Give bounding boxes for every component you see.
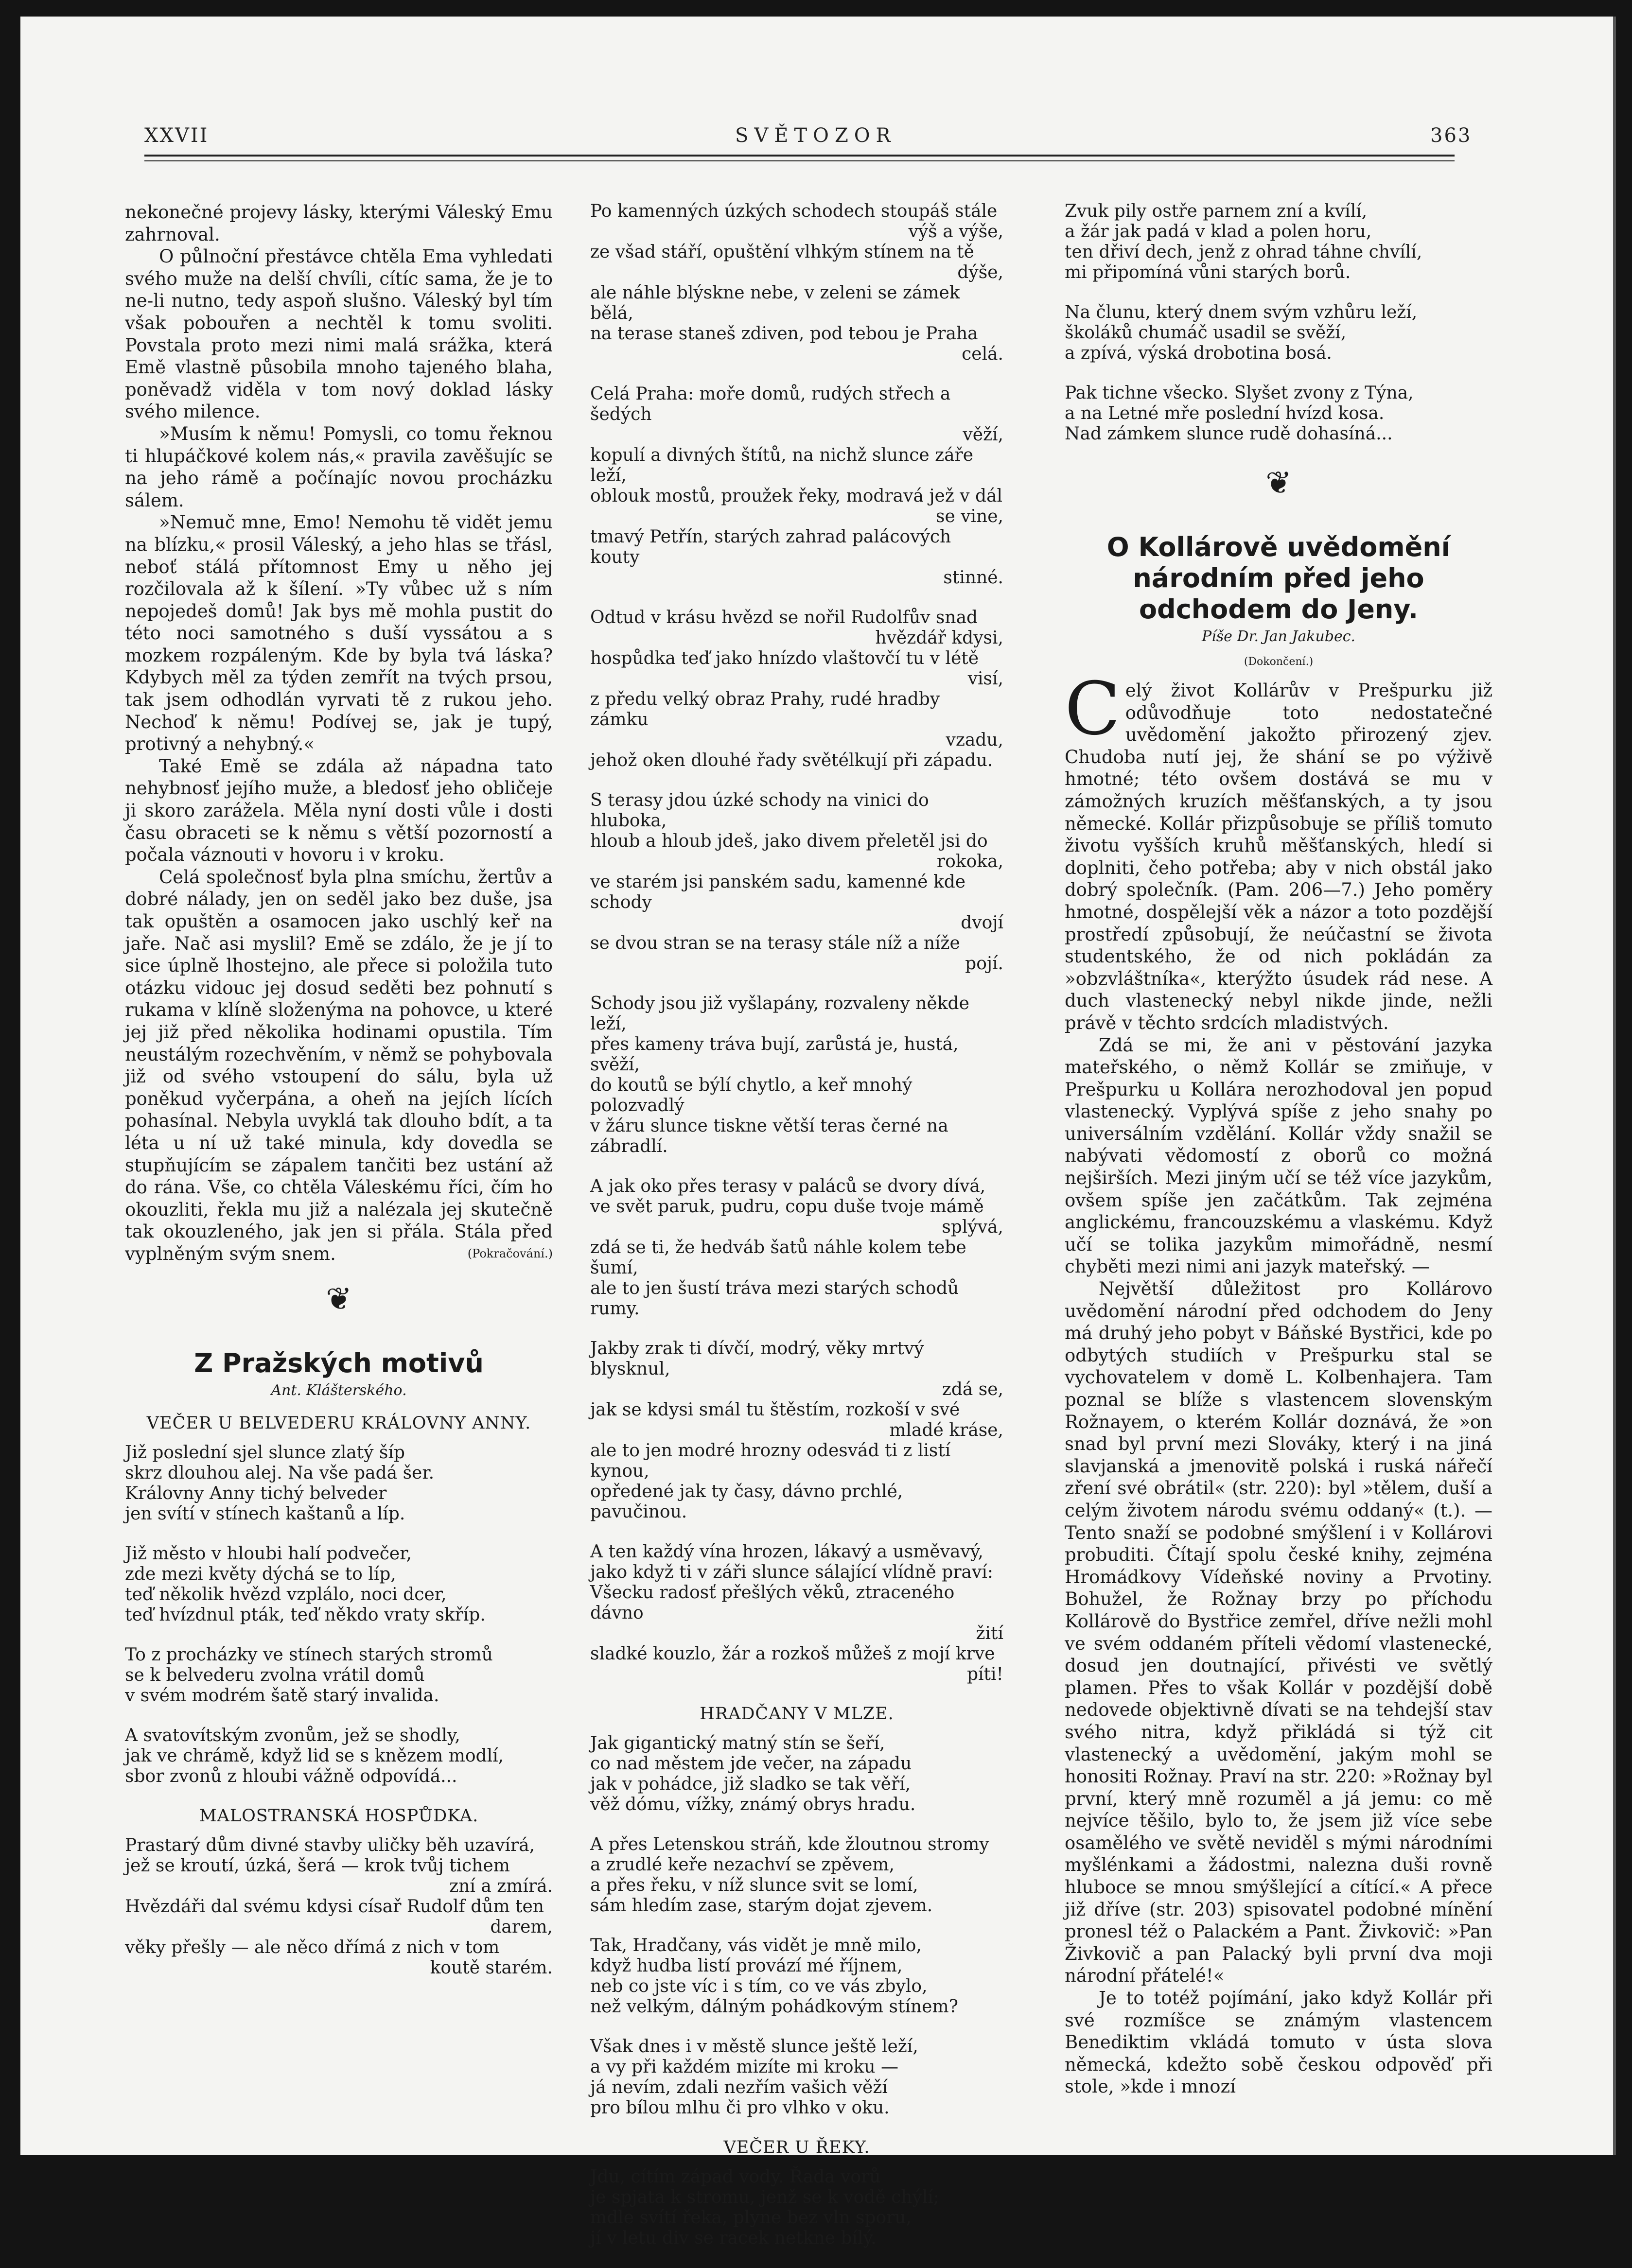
stanza xyxy=(590,2167,1003,2249)
verse-line: na terase staneš zdiven, pod tebou je Praha xyxy=(590,324,978,344)
verse-line: jehož oken dlouhé řady světélkují při západu. xyxy=(590,750,993,770)
concluded-note: (Dokončení.) xyxy=(1244,656,1314,668)
verse-line: skrz dlouhou alej. Na vše padá šer. xyxy=(125,1463,435,1483)
header-title: SVĚTOZOR xyxy=(735,124,896,147)
verse-line: ten dřiví dech, jenž z ohrad táhne chvílí, xyxy=(1065,242,1422,262)
stanza xyxy=(590,1936,1003,2017)
verse-line: To z procházky ve stínech starých stromů xyxy=(125,1644,493,1665)
paragraph: nekonečné projevy lásky, kterými Váleský Emu zahrnoval. xyxy=(125,202,553,245)
stanza xyxy=(125,1443,553,1524)
verse-line: co nad městem jde večer, na západu xyxy=(590,1754,912,1774)
verse-line-wrap: píti! xyxy=(966,1664,1003,1684)
verse-line: Tak, Hradčany, vás vidět je mně milo, xyxy=(590,1936,922,1955)
verse-line-wrap: koutě starém. xyxy=(430,1957,553,1978)
verse-line: Všecku radosť přešlých věků, ztraceného dávno xyxy=(590,1583,955,1623)
leaf-ornament-icon: ❦ xyxy=(1265,465,1292,501)
stanza xyxy=(125,1726,553,1787)
verse-line-wrap: žití xyxy=(976,1623,1003,1643)
paragraph: Je to totéž pojímání, jako když Kollár při své rozmíšce se známým vlastencem Benediktim vkládá tomuto v ústa slova německá, kdežto sobě českou odpověď při stole, »kde i mnozí xyxy=(1065,1988,1492,2097)
verse-line: Pak tichne všecko. Slyšet zvony z Týna, xyxy=(1065,383,1414,403)
header-rule xyxy=(144,155,1455,157)
verse-line: Na člunu, který dnem svým vzhůru leží, xyxy=(1065,302,1418,322)
verse-line-wrap: mladé kráse, xyxy=(889,1420,1003,1440)
verse-line: Jak gigantický matný stín se šeří, xyxy=(590,1733,885,1753)
verse-line: a vy při každém mizíte mi kroku — xyxy=(590,2057,898,2077)
poem-title: VEČER U BELVEDERU KRÁLOVNY ANNY. xyxy=(146,1413,531,1433)
verse-line: a na Letné mře poslední hvízd kosa. xyxy=(1065,403,1385,423)
verse-line: jí v letu div se racek netkne bílý. xyxy=(590,2228,877,2248)
verse-line: jak se kdysi smál tu štěstím, rozkoší v své xyxy=(590,1400,960,1420)
verse-line: ve starém jsi panském sadu, kamenné kde schody xyxy=(590,872,966,912)
verse-line: zde mezi květy dýchá se to líp, xyxy=(125,1564,396,1584)
drop-cap: C xyxy=(1065,667,1121,751)
verse-line: jako když ti v záři slunce sálající vlídně praví: xyxy=(590,1562,993,1582)
verse-line: v svém modrém šatě starý invalida. xyxy=(125,1685,439,1706)
verse-line: A svatovítským zvonům, jež se shodly, xyxy=(125,1725,460,1745)
verse-line: ze všad stáří, opuštění vlhkým stínem na tě xyxy=(590,242,974,262)
verse-line: Zvuk pily ostře parnem zní a kvílí, xyxy=(1065,201,1368,221)
verse-line-wrap: pojí. xyxy=(965,954,1003,974)
verse-line: do koutů se býlí chytlo, a keř mnohý polozvadlý xyxy=(590,1075,913,1116)
verse-line: Schody jsou již vyšlapány, rozvaleny někde leží, xyxy=(590,994,969,1034)
verse-line: teď hvízdnul pták, teď někdo vraty skříp. xyxy=(125,1605,486,1625)
stanza xyxy=(590,1176,1003,1319)
verse-line: jak ve chrámě, když lid se s knězem modlí, xyxy=(125,1745,504,1766)
verse-line: ale náhle blýskne nebe, v zeleni se zámek bělá, xyxy=(590,283,960,323)
verse-line: jen svítí v stínech kaštanů a líp. xyxy=(125,1503,405,1524)
verse-line: Hvězdáři dal svému kdysi císař Rudolf dům ten xyxy=(125,1896,544,1917)
article-author: Píše Dr. Jan Jakubec. xyxy=(1201,628,1356,645)
verse-line: A přes Letenskou stráň, kde žloutnou stromy xyxy=(590,1834,989,1854)
verse-line: jak v pohádce, již sladko se tak věří, xyxy=(590,1774,911,1794)
verse-line: je spjata k stromu, jenž se k vodě chýlí; xyxy=(590,2187,939,2207)
newspaper-page xyxy=(20,17,1616,2248)
verse-line-wrap: darem, xyxy=(490,1917,553,1937)
verse-line-wrap: zdá se, xyxy=(942,1379,1003,1399)
stanza xyxy=(590,608,1003,771)
header-page-number: 363 xyxy=(1430,124,1472,147)
verse-line: Královny Anny tichý belveder xyxy=(125,1483,387,1503)
paragraph: Největší důležitost pro Kollárovo uvědomění národní před odchodem do Jeny má druhý jeho pobyt v Báňské Bystřici, kde po odbytých studiích v Prešpurku stal se vychovatelem v domě L. Kolbenhajera. Tam poznal se blíže s vlastencem slovenským Rožnayem, o kterém Kollár doznává, že »on snad byl první mezi Slováky, který i na jiná slavjanská a jmenovitě polská i ruská nářečí zření své obrátil« (str. 220): byl »tělem, duší a celým životem národu svému oddaný« (t.). — Tento snaží se podobné smýšlení i v Kollárovi probuditi. Čítají spolu české knihy, zejména Hromádkovy Vídeňské noviny a Prvotiny. Bohužel, že Rožnay brzy po příchodu Kollárově do Bystřice zemřel, dříve nežli mohl ve svém oddaném příteli vědomí vlastenecké, dosud jen doutnající, přivésti ve světlý plamen. Přes to však Kollár v pozdější době nedovede objektivně dívati se na tehdejší stav svého nitra, když přikládá si týž cit vlastenecký a uvědomění, jakým mohl se honositi Rožnay. Praví na str. 220: »Rožnay byl první, který mně rozuměl a já jemu: co mě nejvíce těšilo, bylo to, že jsem již více sebe osamělého ve světě neviděl s mými národními myšlénkami a žádostmi, nalezna duši rovně hluboce se mnou smýšlející a cítící.« A přece již dříve (str. 203) spisovatel podobné mínění pronesl též o Palackém a Pant. Živkovič: »Pan Živkovič a pan Palacký byli první dva moji národní přátelé!« xyxy=(1065,1278,1492,1987)
poem-title: VEČER U ŘEKY. xyxy=(723,2138,870,2157)
verse-line: Již poslední sjel slunce zlatý šíp xyxy=(125,1442,405,1463)
verse-line: ve svět paruk, pudru, copu duše tvoje mámě xyxy=(590,1197,984,1217)
stanza xyxy=(590,2037,1003,2118)
verse-line: sám hledím zase, starým dojat zjevem. xyxy=(590,1896,933,1916)
verse-line: teď několik hvězd vzplálo, noci dcer, xyxy=(125,1584,447,1605)
stanza xyxy=(125,1835,553,1978)
column-1 xyxy=(125,201,553,1998)
verse-line: kopulí a divných štítů, na nichž slunce záře leží, xyxy=(590,445,974,486)
verse-line-wrap: věží, xyxy=(963,425,1003,445)
verse-line: Celá Praha: moře domů, rudých střech a šedých xyxy=(590,384,951,424)
verse-line-wrap: stinné. xyxy=(943,568,1003,588)
paragraph xyxy=(1065,667,1492,1034)
stanza xyxy=(590,384,1003,588)
verse-line: ale to jen modré hrozny odesvád ti z listí kynou, xyxy=(590,1441,951,1481)
verse-line: A jak oko přes terasy v paláců se dvory dívá, xyxy=(590,1176,986,1196)
stanza xyxy=(125,1645,553,1706)
verse-line: Nad zámkem slunce rudě dohasíná... xyxy=(1065,424,1393,444)
paragraph xyxy=(125,866,553,1265)
stanza xyxy=(590,994,1003,1157)
stanza xyxy=(590,1733,1003,1815)
verse-line: S terasy jdou úzké schody na vinici do hluboka, xyxy=(590,790,929,831)
paragraph-text: Celá společnosť byla plna smíchu, žertův a dobré nálady, jen on seděl jako bez duše, jsa tak opuštěn a osamocen jako uschlý keř na jaře. Nač asi myslil? Emě se zdálo, že je jí to sice úplně lhostejno, ale přece si položila tuto otázku vidouc jej dosud seděti bez pohnutí s rukama v klíně složenýma na pohovce, u které jej již před několika hodinami opustila. Tím neustálým rozechvěním, v němž se pohybovala již od svého vstoupení do sálu, byla už poněkud vyčerpána, a oheň na jejích lících pohasínal. Nebyla uvyklá tak dlouho bdít, a ta léta u ní už také minula, kdy dovedla se stupňujícím se zápalem tančiti bez ustání až do rána. Vše, co chtěla Váleskému říci, čím ho okouzliti, řekla mu již a nalézala jej skutečně tak okouzleného, jak jen si přála. Stála před vyplněným svým snem. xyxy=(125,866,553,1264)
paragraph: »Nemuč mne, Emo! Nemohu tě vidět jemu na blízku,« prosil Váleský, a jeho hlas se třásl, neboť stálá přítomnost Emy u něho jej rozčilovala až k šílení. »Ty vůbec už s ním nepojedeš domů! Jak bys mě mohla pustit do této noci samotného s duší vyssátou a s mozkem rozpáleným. Kde by byla tvá láska? Kdybych měl za týden zemřít na tvých prsou, tak jsem odhodlán vyrvati tě z rukou jeho. Nechoď k němu! Podívej se, jak je tupý, protivný a nehybný.« xyxy=(125,512,553,755)
stanza xyxy=(1065,302,1492,364)
verse-line: a zrudlé keře nezachví se zpěvem, xyxy=(590,1855,895,1875)
verse-line-wrap: zní a zmírá. xyxy=(449,1876,553,1896)
verse-line: já nevím, zdali nezřím vašich věží xyxy=(590,2077,888,2097)
stanza xyxy=(590,1339,1003,1522)
poem-title: MALOSTRANSKÁ HOSPŮDKA. xyxy=(199,1806,479,1826)
verse-line: a přes řeku, v níž slunce svit se lomí, xyxy=(590,1875,918,1895)
poem-author: Ant. Klášterského. xyxy=(271,1381,407,1399)
verse-line: hloub a hloub jdeš, jako divem přeletěl jsi do xyxy=(590,831,988,851)
verse-line: neb co jste víc i s tím, co ve vás zbylo, xyxy=(590,1976,928,1996)
verse-line: v žáru slunce tiskne větší teras černé na zábradlí. xyxy=(590,1116,948,1156)
header-rule-thin xyxy=(144,160,1455,161)
verse-line: tmavý Petřín, starých zahrad palácových kouty xyxy=(590,527,951,567)
verse-line: Jdu, cítím západ vody. Řada vorů xyxy=(590,2167,881,2187)
verse-line: a zpívá, výská drobotina bosá. xyxy=(1065,343,1332,363)
header-volume: XXVII xyxy=(144,124,209,147)
verse-line: sbor zvonů z hloubi vážně odpovídá... xyxy=(125,1766,457,1786)
verse-line: Však dnes i v městě slunce ještě leží, xyxy=(590,2037,918,2057)
verse-line-wrap: rokoka, xyxy=(936,852,1003,872)
poem-title: HRADČANY V MLZE. xyxy=(700,1704,894,1724)
stanza xyxy=(590,790,1003,974)
verse-line-wrap: se vine, xyxy=(935,506,1003,526)
paragraph: »Musím k němu! Pomysli, co tomu řeknou ti hlupáčkové kolem nás,« pravila zavěšujíc se na jeho rámě a počínajíc novou procházku sálem. xyxy=(125,423,553,511)
verse-line: hospůdka teď jako hnízdo vlaštovčí tu v létě xyxy=(590,648,979,668)
paragraph-text: elý život Kollárův v Prešpurku již odůvodňuje toto nedostatečné uvědomění jakožto přirozený zjev. Chudoba nutí jej, že shání se po výživě hmotné; této ovšem dostává se mu v zámožných kruzích měšťanských, a ty jsou německé. Kollár přizpůsobuje se příliš tomuto životu vyšších kruhů měšťanských, hledí si doplniti, čeho potřeba; aby v nich obstál jako dobrý společník. (Pam. 206—7.) Jeho poměry hmotné, dospělejší věk a názor a toto pozdější prostředí způsobují, že neúčastní se života studentského, že od nich pokládán za »obzvláštníka«, kterýžto úsudek rád nese. A duch vlastenecký nebyl nikde jinde, nežli právě v těchto srdcích mladistvých. xyxy=(1065,680,1492,1033)
verse-line: ale to jen šustí tráva mezi starých schodů rumy. xyxy=(590,1278,959,1319)
verse-line: mi připomíná vůni starých borů. xyxy=(1065,262,1351,282)
verse-line-wrap: hvězdář kdysi, xyxy=(875,628,1003,648)
verse-line: opředené jak ty časy, dávno prchlé, pavučinou. xyxy=(590,1482,903,1522)
verse-line-wrap: vzadu, xyxy=(946,730,1003,750)
column-2 xyxy=(590,201,1003,2268)
verse-line-wrap: splývá, xyxy=(942,1217,1003,1237)
poem-cycle-title: Z Pražských motivů xyxy=(194,1347,484,1378)
verse-line: Jakby zrak ti dívčí, modrý, věky mrtvý blysknul, xyxy=(590,1339,924,1379)
paragraph: Také Emě se zdála až nápadna tato nehybnosť jejího muže, a bledosť jeho obličeje ji skoro zarážela. Měla nyní dosti vůle i dosti času obraceti se k němu s větší pozorností a počala váznouti v hovoru i v kroku. xyxy=(125,755,553,866)
paragraph: Zdá se mi, že ani v pěstování jazyka mateřského, o němž Kollár se zmiňuje, v Prešpurku u Kollára nerozhodoval jen popud vlastenecký. Vyplývá spíše z jeho snahy po universálním vzdělání. Kollár vždy snažil se nabývati vědomostí z oborů co možná nejširších. Mezi jiným učí se též více jazykům, ovšem spíše jen začátkům. Tak zejména anglickému, francouzskému a vlaskému. Když učí se tolika jazykům mimořádně, nesmí chyběti mezi nimi ani jazyk mateřský. — xyxy=(1065,1034,1492,1277)
verse-line: věky přešly — ale něco dřímá z nich v tom xyxy=(125,1937,500,1957)
verse-line: A ten každý vína hrozen, lákavý a usměvavý, xyxy=(590,1542,983,1562)
verse-line: než velkým, dálným pohádkovým stínem? xyxy=(590,1997,958,2017)
verse-line-wrap: visí, xyxy=(967,669,1003,689)
verse-line: věž dómu, vížky, známý obrys hradu. xyxy=(590,1795,916,1814)
stanza xyxy=(590,1834,1003,1916)
verse-line-wrap: celá. xyxy=(962,344,1003,364)
paragraph: O půlnoční přestávce chtěla Ema vyhledati svého muže na delší chvíli, cítíc sama, že je to ne-li nutno, tedy aspoň slušno. Váleský byl tím však pobouřen a nechtěl k tomu svoliti. Povstala proto mezi nimi malá srážka, která Emě vlastně působila mnoho tajeného blaha, poněvadž viděla v tom nový doklad lásky svého milence. xyxy=(125,246,553,422)
verse-line: se dvou stran se na terasy stále níž a níže xyxy=(590,933,960,953)
verse-line: zdá se ti, že hedváb šatů náhle kolem tebe šumí, xyxy=(590,1238,966,1278)
verse-line: Již město v hloubi halí podvečer, xyxy=(125,1543,412,1564)
stanza xyxy=(1065,201,1492,283)
article-title: O Kollárově uvědomění národním před jeho odchodem do Jeny. xyxy=(1106,532,1451,625)
verse-line: když hudba listí provází mé říjnem, xyxy=(590,1956,903,1976)
verse-line: Prastarý dům divné stavby uličky běh uzavírá, xyxy=(125,1835,535,1855)
stanza xyxy=(125,1544,553,1625)
verse-line: Odtud v krásu hvězd se nořil Rudolfův snad xyxy=(590,608,978,628)
verse-line: oblouk mostů, proužek řeky, modravá jež v dál xyxy=(590,486,1003,506)
verse-line: pro bílou mlhu či pro vlhko v oku. xyxy=(590,2098,890,2118)
verse-line-wrap: výš a výše, xyxy=(908,222,1003,242)
verse-line: přes kameny tráva bují, zarůstá je, hustá, svěží, xyxy=(590,1034,959,1075)
verse-line: jež se kroutí, úzká, šerá — krok tvůj tichem xyxy=(125,1855,510,1876)
verse-line-wrap: dvojí xyxy=(961,913,1003,933)
verse-line: se k belvederu zvolna vrátil domů xyxy=(125,1665,425,1685)
stanza xyxy=(590,201,1003,365)
stanza xyxy=(590,1542,1003,1685)
leaf-ornament-icon: ❦ xyxy=(326,1281,352,1317)
verse-line: školáků chumáč usadil se svěží, xyxy=(1065,323,1347,343)
verse-line: sladké kouzlo, žár a rozkoš můžeš z mojí krve xyxy=(590,1644,995,1664)
verse-line-wrap: dýše, xyxy=(957,262,1003,282)
stanza xyxy=(1065,383,1492,444)
verse-line: a žár jak padá v klad a polen horu, xyxy=(1065,222,1372,242)
verse-line: z předu velký obraz Prahy, rudé hradby zámku xyxy=(590,689,940,730)
verse-line: Po kamenných úzkých schodech stoupáš stále xyxy=(590,201,998,221)
column-3 xyxy=(1065,201,1492,2098)
verse-line: mdle svítí řeka, plyne bez vln sporu, xyxy=(590,2208,912,2228)
continued-note: (Pokračování.) xyxy=(467,1246,553,1260)
